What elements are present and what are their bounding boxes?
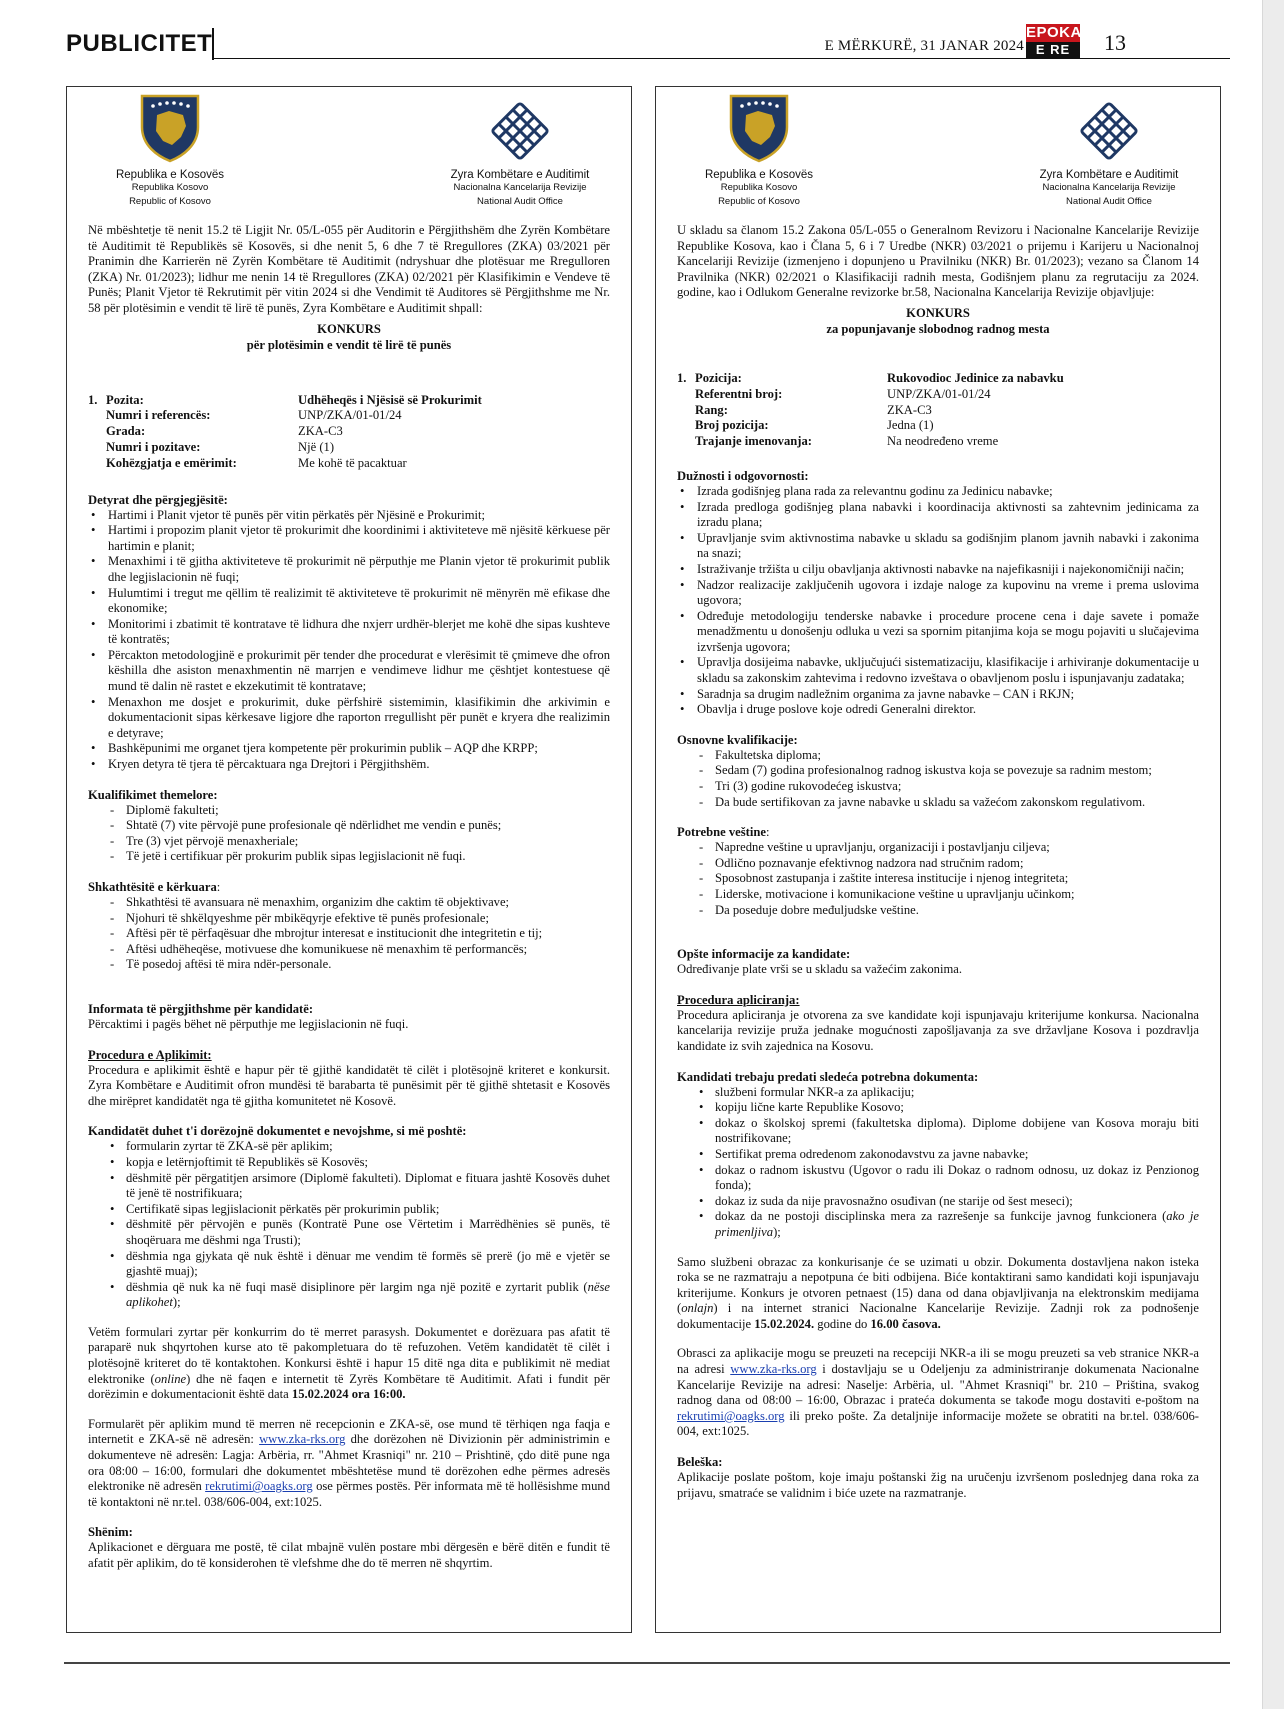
position-row [677,387,1199,403]
submission-paragraph: Vetëm formulari zyrtar për konkurrim do të merret parasysh. Dokumentet e dorëzuara pas afatit të paraparë nuk shqyrtohen kurse ato të pakompletuara do të refuzohen. Vetëm kandidatët të cilët i plotësojnë kriteret do të kontaktohen. Konkursi është i hapur 15 ditë nga dita e publikimit në mediat elektronike (online) dhe në faqen e internetit të Zyrës Kombëtare të Auditimit. Afati i fundit për dorëzimin e dokumentacionit është data 15.02.2024 ora 16:00. [88,1324,610,1402]
general-info-text: Përcaktimi i pagës bëhet në përputhje me legjislacionin në fuqi. [88,1016,409,1031]
position-info [677,371,1199,450]
forms-paragraph: Obrasci za aplikacije mogu se preuzeti na recepciji NKR-a ili se mogu preuzeti sa veb stranice NKR-a na adresi www.zka-rks.org i dostavljaju se u Odeljenju za administriranje dokumenata Nacionalne Kancelarije Revizije na adresi: Naselje: Arbëria, ul. "Ahmet Krasniqi" br. 210 – Priština, svakog radnog dana od 08:00 – 16:00, Obrazac i prateća dokumenta se takođe mogu dostaviti e-poštom na rekrutimi@oagks.org ili preko pošte. Za detaljnije informacije možete se obratiti na br.tel. 038/606-004, ext:1025. [677,1346,1200,1439]
deadline: 15.02.2024 ora 16:00. [291,1387,406,1402]
row-label: Numri i referencës: [106,408,211,423]
list-item: • formularin zyrtar të ZKA-së për aplikim; [88,1139,610,1155]
procedure-heading: Procedura e Aplikimit: [88,1047,212,1062]
note-text: Aplikacionet e dërguara me postë, të cilat mbajnë vulën postare mbi dërgesën e bërë ditën e fundit të afatit për aplikim, do të konsiderohen të vlefshme dhe do të merren në shqyrtim. [88,1540,610,1571]
logos-row [88,87,610,223]
row-label: Rang: [695,402,728,417]
documents-heading: Kandidati trebaju predati sledeća potrebna dokumenta: [677,1069,979,1084]
list-item: • Određuje metodologiju tenderske nabavke i procedure procene cena i daje savete i pomaže menadžmentu u donošenju odluka u vezi sa spornim pitanjima koja se mogu pojaviti u slučajevima izvršenja ugovora; [677,609,1199,656]
qualifications-list [677,748,1199,810]
konkurs-subtitle: për plotësimin e vendit të lirë të punës [246,337,452,352]
row-value: UNP/ZKA/01-01/24 [887,386,991,401]
list-item: • Kryen detyra të tjera të përcaktuara nga Drejtori i Përgjithshëm. [88,757,610,773]
general-info-heading: Informata të përgjithshme për kandidatë: [88,1001,314,1016]
documents-list [677,1085,1199,1241]
logo-word-bottom: E RE [1026,42,1080,58]
list-item: - Da bude sertifikovan za javne nabavke u skladu sa važećom zakonskom regulativom. [677,795,1199,811]
row-value: Me kohë të pacaktuar [298,455,407,470]
row-value: Jedna (1) [887,418,934,433]
position-row [677,434,1199,450]
list-item: • Certifikatë sipas legjislacionit përkatës për prokurimin publik; [88,1202,610,1218]
list-item: - Të posedoj aftësi të mira ndër-personale. [88,957,610,973]
procedure-text: Procedura e aplikimit është e hapur për të gjithë kandidatët të cilët i plotësojnë kriteret e konkursit. Zyra Kombëtare e Auditimit ofron mundësi të barabarta të punësimit për të gjithë shtetasit e Kosovës dhe mirëpret kandidatët nga të gjitha komunitetet në Kosovë. [88,1062,610,1108]
position-number: 1. [88,392,98,407]
list-item: • Hulumtimi i tregut me qëllim të realizimit të aktiviteteve të prokurimit në mënyrën më efikase dhe ekonomike; [88,586,610,617]
list-item: • dëshmitë për përvojën e punës (Kontratë Pune ose Vërtetim i Marrëdhënies së punës, të shoqëruara me dëshmi nga Trusti); [88,1217,610,1248]
list-item: - Aftësi për të përfaqësuar dhe mbrojtur interesat e institucionit dhe integritetin e tij; [88,926,610,942]
duties-heading: Dužnosti i odgovornosti: [677,468,809,483]
row-label: Referentni broj: [695,386,783,401]
submission-paragraph: Samo službeni obrazac za konkurisanje će se uzimati u obzir. Dokumenta dostavljena nakon isteka roka se ne razmatraju a nepotpuna će biti odbijena. Biće kontaktirani samo kandidati koji ispunjavaju kriterijume. Konkurs je otvoren petnaest (15) dana od dana objavljivanja na elektronskim medijama (onlajn) i na internet stranici Nacionalne Kancelarije Revizije. Zadnji rok za podnošenje dokumentacije 15.02.2024. godine do 16.00 časova. [677,1254,1199,1331]
logo-kos-line3: Republic of Kosovo [718,196,800,207]
deadline-time: 16.00 časova. [870,1316,941,1331]
website-link[interactable]: www.zka-rks.org [730,1362,817,1377]
logo-nao-line2: Nacionalna Kancelarija Revizije [1042,182,1176,193]
row-value: Rukovodioc Jedinice za nabavku [887,370,1064,385]
position-row [88,408,610,424]
row-value: Udhëheqës i Njësisë së Prokurimit [298,392,482,407]
skills-heading-colon: : [216,880,221,895]
announcement-albanian [66,86,632,1633]
list-item: - Sposobnost zastupanja i zaštite interesa institucije i njenog integriteta; [677,871,1199,887]
position-row [88,424,610,440]
list-item: - Njohuri të shkëlqyeshme për mbikëqyrje efektive të punës profesionale; [88,911,610,927]
list-item: • Izrada predloga godišnjeg plana nabavki i koordinacija aktivnosti sa zahtevnim jedinicama za izradu plana; [677,500,1199,531]
logo-kos-line2: Republika Kosovo [131,182,209,193]
list-item: - Shkathtësi të avansuara në menaxhim, organizim dhe caktim të objektivave; [88,895,610,911]
list-item: - Të jetë i certifikuar për prokurim publik sipas legjislacionit në fuqi. [88,849,610,865]
list-item: - Aftësi udhëheqëse, motivuese dhe komunikuese në menaxhim të performancës; [88,942,610,958]
list-item: • Istraživanje tržišta u cilju obavljanja aktivnosti nabavke na najefikasniji i najekonomičniji način; [677,562,1199,578]
procedure-text: Procedura apliciranja je otvorena za sve kandidate koji ispunjavaju kriterijume konkursa. Nacionalna kancelarija revizije pruža jednake mogućnosti zapošljavanja za sve državljane Kosova i pozdravlja kandidate iz svih zajednica na Kosovu. [677,1007,1199,1053]
section-divider [212,28,214,60]
row-value: ZKA-C3 [887,402,932,417]
konkurs-subtitle: za popunjavanje slobodnog radnog mesta [826,321,1050,336]
list-item: - Tri (3) godine rukovodećeg iskustva; [677,779,1199,795]
list-item: • Menaxhon me dosjet e prokurimit, duke përfshirë sistemimin, klasifikimin dhe arkivimin e dokumentacionit sipas kërkesave ligjore dhe raporton rregullisht për punët e kryera dhe realizimin e detyrave; [88,695,610,742]
position-row [677,403,1199,419]
email-link[interactable]: rekrutimi@oagks.org [205,1479,313,1494]
header-rule [214,58,1230,59]
list-item: • Izrada godišnjeg plana rada za relevantnu godinu za Jedinicu nabavke; [677,484,1199,500]
page-edge [1262,0,1284,1709]
qualifications-heading: Kualifikimet themelore: [88,787,218,802]
logo-nao-line2: Nacionalna Kancelarija Revizije [453,182,587,193]
audit-office-emblem-icon [488,99,552,163]
kosovo-emblem-block [100,93,240,209]
row-value: Një (1) [298,439,335,454]
list-item: - Da poseduje dobre međuljudske veštine. [677,903,1199,919]
list-item: • dokaz da ne postoji disciplinska mera za razrešenje sa funkcije javnog funkcionera (ako je primenljiva); [677,1209,1199,1240]
duties-list [88,508,610,773]
list-item: • Obavlja i druge poslove koje odredi Generalni direktor. [677,702,1199,718]
logos-row [677,87,1199,223]
list-item: - Odlično poznavanje efektivnog nadzora nad stručnim radom; [677,856,1199,872]
list-item: • dokaz iz suda da nije pravosnažno osuđivan (ne starije od šest meseci); [677,1194,1199,1210]
list-item: • Hartimi i propozim planit vjetor të prokurimit dhe koordinimi i aktiviteteve më njësitë kërkuese për hartimin e planit; [88,523,610,554]
row-label: Numri i pozitave: [106,439,201,454]
row-label: Pozicija: [695,370,742,385]
row-value: ZKA-C3 [298,424,343,439]
position-row [88,393,610,409]
list-item: • službeni formular NKR-a za aplikaciju; [677,1085,1199,1101]
qualifications-list [88,803,610,865]
skills-heading [88,879,610,895]
skills-heading-colon: : [765,825,770,840]
intro-paragraph: U skladu sa članom 15.2 Zakona 05/L-055 o Generalnom Revizoru i Nacionalne Kancelarije Revizije Republike Kosova, kao i Člana 5, 6 i 7 Uredbe (NKR) 03/2021 o prijemu i Karijeru u Nacionalnoj Kancelariji Revizije (izmenjeno i dopunjeno u Pravilniku (NKR) Br. 01/2023); vezano sa Članom 14 Pravilnika (NKR) 02/2021 o Klasifikaciji radnih mesta, Godišnjem planu za regrutaciju za 2024. godine, kao i Odlukom Generalne revizorke br.58, Nacionalna Kancelarija Revizije objavljuje: [677,223,1199,300]
list-item: • dëshmia që nuk ka në fuqi masë disiplinore për largim nga një pozitë e zyrtarit publik (nëse aplikohet); [88,1280,610,1311]
position-row [677,418,1199,434]
list-item: - Tre (3) vjet përvojë menaxheriale; [88,834,610,850]
list-item: • Saradnja sa drugim nadležnim organima za javne nabavke – CAN i RKJN; [677,687,1199,703]
konkurs-title: KONKURS [906,305,970,320]
row-label: Trajanje imenovanja: [695,434,812,449]
list-item: • kopiju lične karte Republike Kosovo; [677,1100,1199,1116]
skills-heading-text: Shkathtësitë e kërkuara [88,880,217,895]
row-label: Kohëzgjatja e emërimit: [106,455,237,470]
note-heading: Shënim: [88,1525,133,1540]
list-item: • Upravljanje svim aktivnostima nabavke u skladu sa godišnjim planom javnih nabavki i zakonima na snazi; [677,531,1199,562]
list-item: • dokaz o školskoj spremi (fakultetska diploma). Diplome dobijene van Kosova moraju biti nostrifikovane; [677,1116,1199,1147]
logo-kos-line1: Republika e Kosovës [704,169,814,181]
row-label: Broj pozicija: [695,418,769,433]
newspaper-logo [1026,24,1080,58]
page-header [64,22,1230,62]
list-item: • kopja e letërnjoftimit të Republikës së Kosovës; [88,1155,610,1171]
qualifications-heading: Osnovne kvalifikacije: [677,732,798,747]
documents-heading: Kandidatët duhet t'i dorëzojnë dokumentet e nevojshme, si më poshtë: [88,1124,467,1139]
note-heading: Beleška: [677,1455,723,1470]
row-label: Pozita: [106,392,144,407]
logo-kos-line1: Republika e Kosovës [115,169,225,181]
general-info-heading: Opšte informacije za kandidate: [677,947,851,962]
list-item: • Menaxhimi i të gjitha aktiviteteve të prokurimit në përputhje me Planin vjetor të prokurimit publik dhe legjislacionin në fuqi; [88,554,610,585]
skills-list [677,840,1199,918]
position-row [88,440,610,456]
list-item: • Monitorimi i zbatimit të kontratave të lidhura dhe nxjerr urdhër-blerjet me kohë dhe sipas kushteve të kontratës; [88,617,610,648]
documents-list [88,1139,610,1311]
kosovo-emblem-icon [728,93,790,163]
procedure-heading: Procedura apliciranja: [677,992,800,1007]
list-item: • dëshmitë për përgatitjen arsimore (Diplomë fakulteti). Diplomat e fituara jashtë Kosovës duhet të jenë të nostrifikuara; [88,1171,610,1202]
audit-office-logo-block [440,99,600,209]
logo-nao-line1: Zyra Kombëtare e Auditimit [450,169,590,181]
list-item: • Përcakton metodologjinë e prokurimit për tender dhe procedurat e vlerësimit të çmimeve dhe ofron këshilla dhe asiston menaxhmentin në marrjen e vendimeve lidhur me çështjet kontestuese që mund të dalin në rastet e ekzekutimit të kontratave; [88,648,610,695]
skills-heading-text: Potrebne veštine [677,825,766,840]
row-label: Grada: [106,424,146,439]
list-item: - Sedam (7) godina profesionalnog radnog iskustva koja se povezuje sa radnim mestom; [677,763,1199,779]
section-name: PUBLICITET [66,30,213,57]
email-link[interactable]: rekrutimi@oagks.org [677,1408,785,1423]
logo-nao-line3: National Audit Office [477,196,563,207]
list-item: • Sertifikat prema odredenom zakonodavstvu za javne nabavke; [677,1147,1199,1163]
kosovo-emblem-icon [139,93,201,163]
general-info-text: Određivanje plate vrši se u skladu sa važećim zakonima. [677,962,963,977]
position-row [677,371,1199,387]
duties-list [677,484,1199,718]
list-item: - Diplomë fakulteti; [88,803,610,819]
list-item: - Liderske, motivacione i komunikacione veštine u upravljanju učinkom; [677,887,1199,903]
list-item: • dëshmia nga gjykata që nuk është i dënuar me vendim të formës së prerë (jo më e vjetër se gjashtë muaj); [88,1249,610,1280]
kosovo-emblem-block [689,93,829,209]
list-item: - Fakultetska diploma; [677,748,1199,764]
row-value: Na neodređeno vreme [887,434,999,449]
audit-office-emblem-icon [1077,99,1141,163]
website-link[interactable]: www.zka-rks.org [259,1432,346,1447]
list-item: • Nadzor realizacije zaključenih ugovora i izdaje naloge za kupovinu na vreme i prema uslovima ugovora; [677,578,1199,609]
position-row [88,456,610,472]
list-item: - Napredne veštine u upravljanju, organizaciji i postavljanju ciljeva; [677,840,1199,856]
list-item: • dokaz o radnom iskustvu (Ugovor o radu ili Dokaz o radnom odnosu, uz dokaz iz Penzionog fonda); [677,1163,1199,1194]
audit-office-logo-block [1029,99,1189,209]
logo-nao-line3: National Audit Office [1066,196,1152,207]
page-number: 13 [1104,30,1126,55]
list-item: • Hartimi i Planit vjetor të punës për vitin përkatës për Njësinë e Prokurimit; [88,508,610,524]
announcement-serbian [655,86,1221,1633]
duties-heading: Detyrat dhe përgjegjësitë: [88,492,228,507]
intro-paragraph: Në mbështetje të nenit 15.2 të Ligjit Nr. 05/L-055 për Auditorin e Përgjithshëm dhe Zyrën Kombëtare të Auditimit të Republikës së Kosovës, si dhe nenit 5, 6 dhe 7 të Rregullores (ZKA) 03/2021 për Pranimin dhe Karrierën në Zyrën Kombëtare të Auditimit (ndryshuar dhe plotësuar me Rregulloren (ZKA) Nr. 01/2023); lidhur me nenin 14 të Rregullores (ZKA) 02/2021 për Klasifikimin e Vendeve të Punës; Planit Vjetor të Rekrutimit për vitin 2024 si dhe Vendimit të Auditores së Përgjithshme me Nr. 58 për plotësimin e vendit të lirë të punës, Zyra Kombëtare e Auditimit shpall: [88,223,610,315]
list-item: - Shtatë (7) vite përvojë pune profesionale që ndërlidhet me vendin e punës; [88,818,610,834]
row-value: UNP/ZKA/01-01/24 [298,408,402,423]
skills-heading [677,824,1199,840]
issue-date: E MËRKURË, 31 JANAR 2024 [824,38,1024,54]
logo-kos-line3: Republic of Kosovo [129,196,211,207]
note-text: Aplikacije poslate poštom, koje imaju poštanski žig na uručenju izvršenom poslednjeg dana roka za prijavu, smatraće se validnim i biće uzete na razmatranje. [677,1470,1199,1500]
logo-nao-line1: Zyra Kombëtare e Auditimit [1039,169,1179,181]
skills-list [88,895,610,973]
forms-paragraph: Formularët për aplikim mund të merren në recepcionin e ZKA-së, ose mund të tërhiqen nga faqja e internetit e ZKA-së në adresën: www.zka-rks.org dhe dorëzohen në Divizionin për administrimin e dokumenteve në adresën: Lagja: Arbëria, rr. "Ahmet Krasniqi" nr. 210 – Prishtinë, çdo ditë pune nga ora 08:00 – 16:00, formulari dhe dokumentet mbështetëse mund të dorëzohen edhe përmes adresës elektronike në adresën rekrutimi@oagks.org ose përmes postës. Për informata më të hollësishme mund të kontaktoni në nr.tel. 038/606-004, ext:1025. [88,1416,610,1509]
logo-word-top: EPOKA [1026,24,1082,41]
bottom-rule [64,1662,1230,1664]
position-info [88,393,610,472]
konkurs-title: KONKURS [317,321,381,336]
position-number: 1. [677,370,687,385]
list-item: • Bashkëpunimi me organet tjera kompetente për prokurimin publik – AQP dhe KRPP; [88,741,610,757]
deadline: 15.02.2024. [754,1316,815,1331]
logo-kos-line2: Republika Kosovo [720,182,798,193]
list-item: • Upravlja dosijeima nabavke, uključujući sistematizaciju, klasifikacije i arhiviranje dokumentacije u skladu sa zakonskim zahtevima i redovno izveštava o obavljenom poslu i ispunjavanju zadataka; [677,655,1199,686]
